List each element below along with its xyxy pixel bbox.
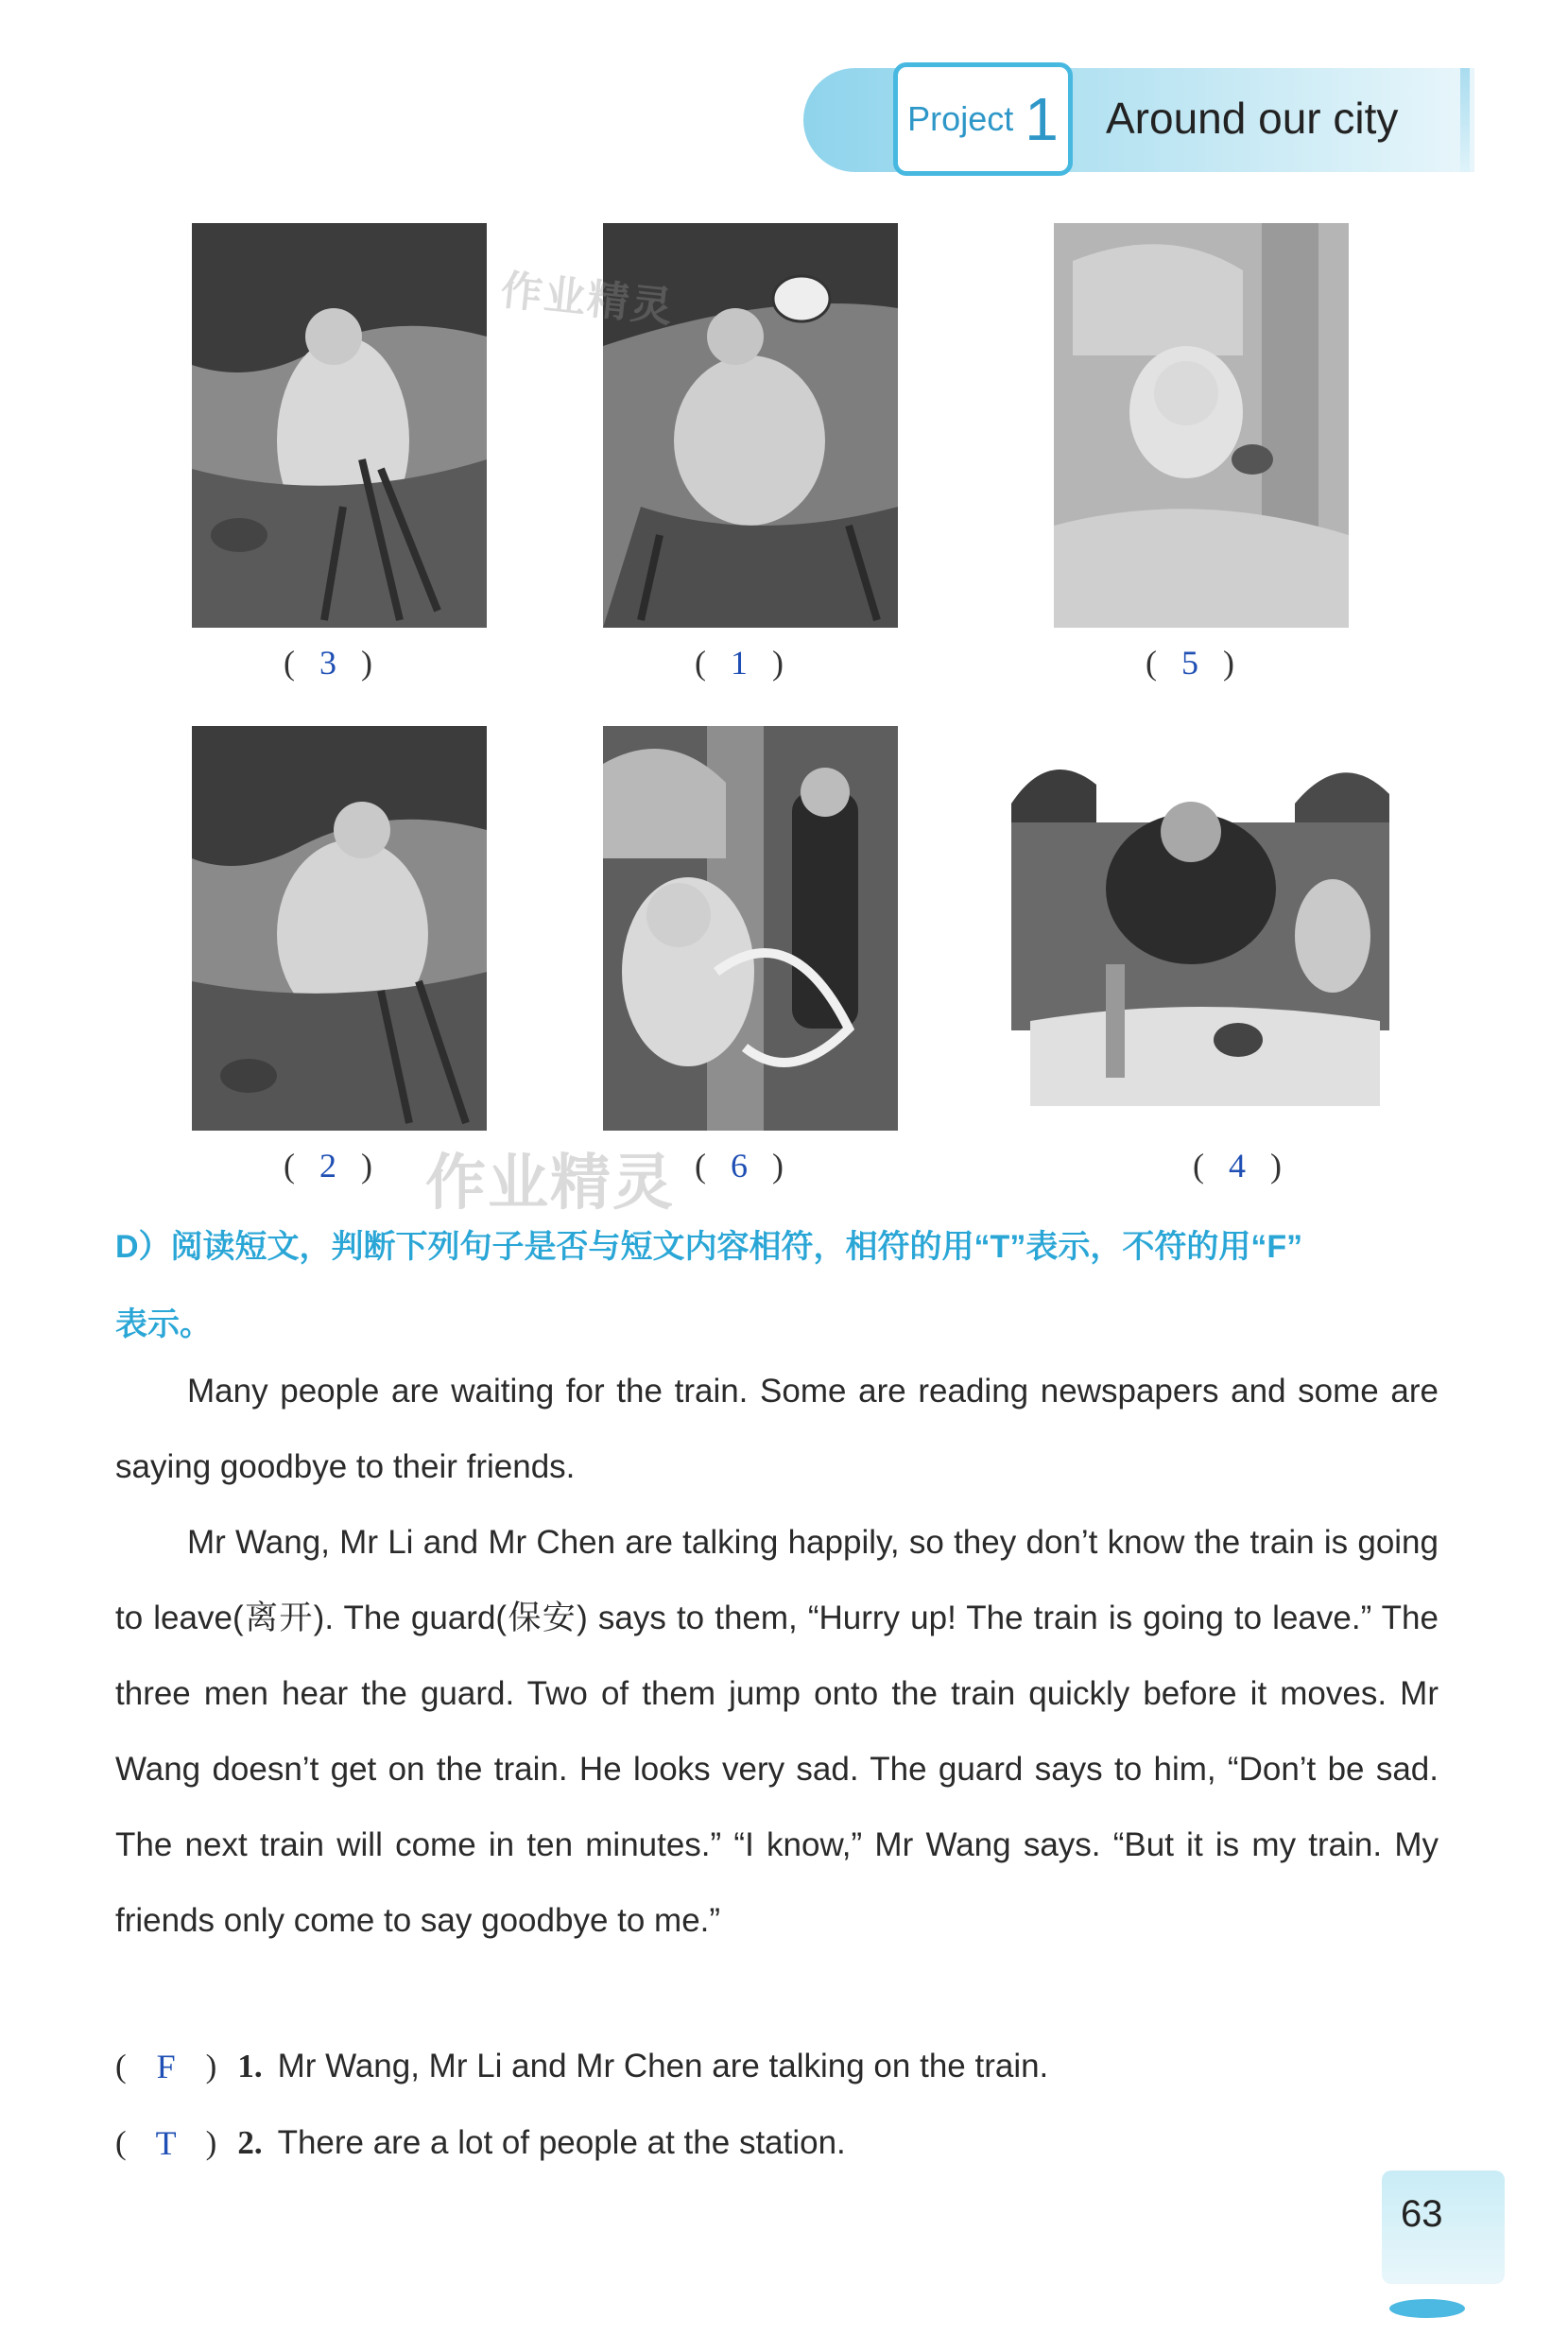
order-answer: 6 bbox=[731, 1147, 748, 1185]
unit-title: Around our city bbox=[1106, 94, 1399, 143]
paren-close: ) bbox=[205, 2048, 217, 2084]
project-number: 1 bbox=[1025, 85, 1059, 153]
illustration-girl-crying bbox=[192, 726, 487, 1131]
watermark-top: 作业精灵 bbox=[498, 267, 677, 332]
paren-open: ( bbox=[695, 1147, 706, 1185]
caption-1 bbox=[284, 643, 372, 683]
order-answer: 5 bbox=[1181, 644, 1198, 682]
picture-king-at-table bbox=[1011, 747, 1389, 1129]
caption-6 bbox=[1193, 1146, 1282, 1185]
paren-open: ( bbox=[284, 1147, 295, 1185]
page-number-base bbox=[1389, 2299, 1465, 2318]
paren-open: ( bbox=[284, 644, 295, 682]
paren-open: ( bbox=[1193, 1147, 1204, 1185]
picture-princess-kissing-frog bbox=[1054, 223, 1349, 628]
paren-open: ( bbox=[115, 2048, 127, 2084]
project-label: Project bbox=[907, 99, 1014, 138]
paren-close: ) bbox=[361, 1147, 372, 1185]
caption-5 bbox=[695, 1146, 784, 1185]
instruction-line-2: 表示。 bbox=[115, 1306, 212, 1342]
picture-girl-by-pond bbox=[192, 223, 487, 628]
passage-paragraph-1: Many people are waiting for the train. Some are reading newspapers and some are saying goodbye to their friends. bbox=[115, 1373, 1439, 1485]
caption-4 bbox=[284, 1146, 372, 1185]
picture-prince-appears bbox=[603, 726, 898, 1131]
header-banner-edge bbox=[1460, 68, 1470, 172]
watermark-middle: 作业精灵 bbox=[425, 1149, 675, 1217]
caption-3 bbox=[1146, 643, 1234, 683]
caption-2 bbox=[695, 643, 784, 683]
question-answer: F bbox=[156, 2048, 176, 2085]
paren-close: ) bbox=[205, 2124, 217, 2161]
instruction-line-1: D）阅读短文，判断下列句子是否与短文内容相符，相符的用“T”表示，不符的用“F” bbox=[115, 1229, 1303, 1265]
question-2 bbox=[115, 2123, 846, 2163]
question-number: 1. bbox=[237, 2048, 263, 2084]
section-d-instruction bbox=[115, 1208, 1457, 1363]
illustration-princess-kissing-frog bbox=[1054, 223, 1349, 628]
paren-open: ( bbox=[115, 2124, 127, 2161]
order-answer: 1 bbox=[731, 644, 748, 682]
paren-open: ( bbox=[695, 644, 706, 682]
order-answer: 3 bbox=[319, 644, 336, 682]
paren-close: ) bbox=[1223, 644, 1234, 682]
paren-close: ) bbox=[772, 644, 784, 682]
question-answer: T bbox=[155, 2124, 177, 2162]
order-answer: 2 bbox=[319, 1147, 336, 1185]
question-text: There are a lot of people at the station. bbox=[277, 2124, 846, 2161]
paren-close: ) bbox=[361, 644, 372, 682]
page-number: 63 bbox=[1401, 2193, 1443, 2235]
passage-paragraph-2: Mr Wang, Mr Li and Mr Chen are talking happily, so they don’t know the train is going to leave(离开). The guard(保安) says to them, “Hurry up! The train is going to leave.” The three men hear the guard. Two of them jump onto the train quickly before it moves. Mr Wang doesn’t get on the train. He looks very sad. The guard says to him, “Don’t be sad. The next train will come in ten minutes.” “I know,” Mr Wang says. “But it is my train. My friends only come to say goodbye to me.” bbox=[115, 1524, 1439, 1939]
question-number: 2. bbox=[237, 2124, 263, 2161]
question-1 bbox=[115, 2047, 1048, 2086]
order-answer: 4 bbox=[1229, 1147, 1246, 1185]
project-badge bbox=[893, 62, 1073, 176]
question-text: Mr Wang, Mr Li and Mr Chen are talking on the train. bbox=[277, 2048, 1049, 2084]
picture-girl-crying-by-pond bbox=[192, 726, 487, 1131]
paren-close: ) bbox=[1270, 1147, 1282, 1185]
illustration-girl-by-pond bbox=[192, 223, 487, 628]
reading-passage bbox=[115, 1354, 1439, 1959]
illustration-king-at-table bbox=[1011, 747, 1389, 1129]
illustration-prince-appears bbox=[603, 726, 898, 1131]
paren-close: ) bbox=[772, 1147, 784, 1185]
paren-open: ( bbox=[1146, 644, 1157, 682]
